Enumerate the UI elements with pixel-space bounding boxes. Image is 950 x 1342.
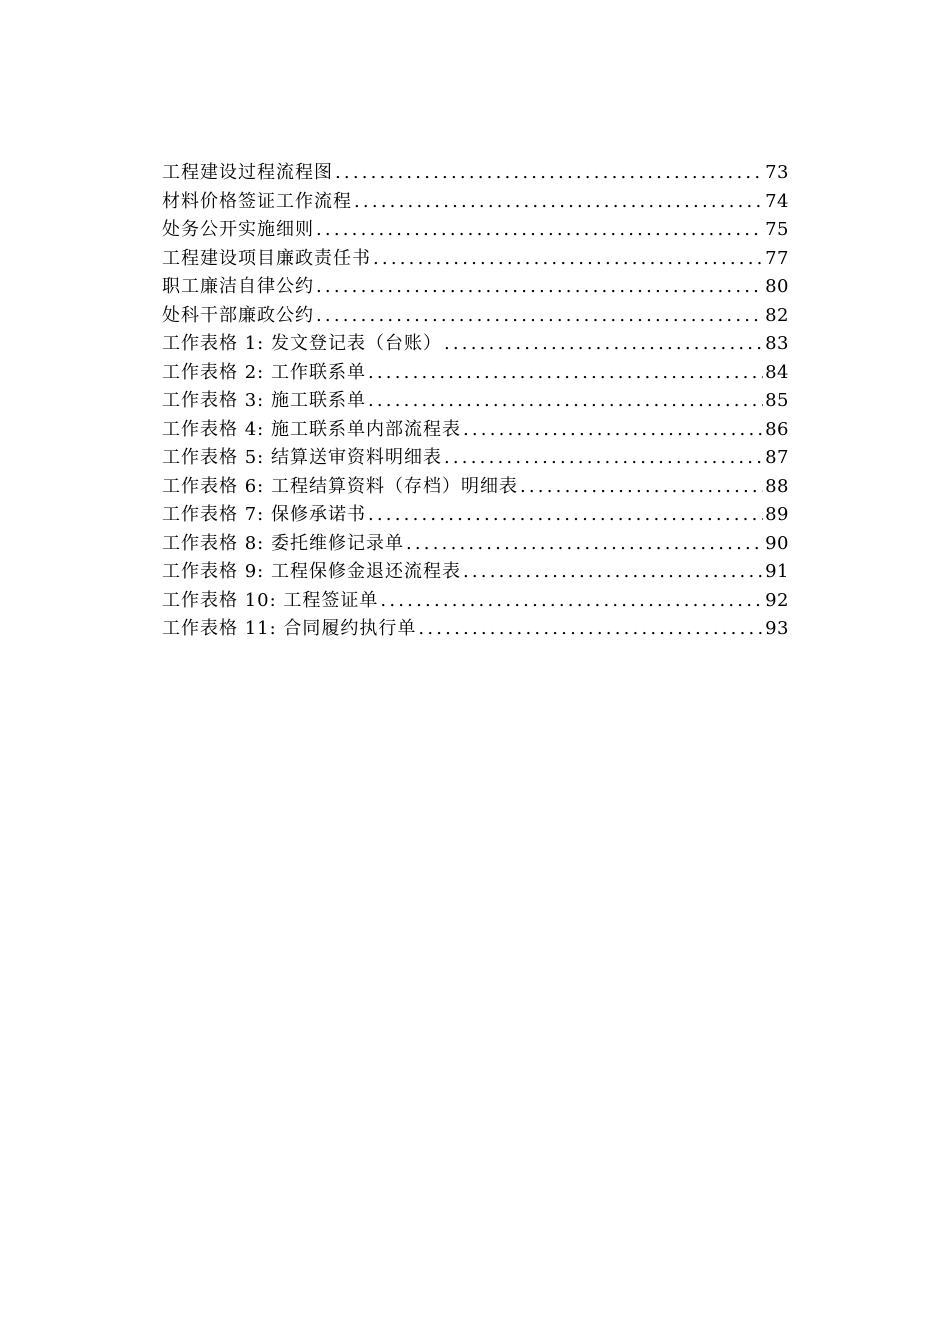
toc-entry[interactable]	[162, 188, 789, 217]
toc-page-number: 92	[765, 589, 789, 611]
toc-entry[interactable]	[162, 216, 789, 245]
toc-entry[interactable]	[162, 587, 789, 616]
toc-page-number: 73	[765, 162, 789, 183]
toc-dot-leader	[380, 587, 763, 616]
toc-page-number: 91	[765, 561, 789, 582]
toc-entry-title: 工作表格 8: 委托维修记录单	[162, 532, 404, 554]
toc-entry[interactable]	[162, 615, 789, 644]
toc-dot-leader	[373, 245, 763, 274]
toc-entry-title: 工作表格 4: 施工联系单内部流程表	[162, 418, 461, 440]
toc-entry[interactable]	[162, 245, 789, 274]
toc-entry[interactable]	[162, 159, 789, 188]
toc-entry[interactable]	[162, 330, 789, 359]
toc-entry-title: 工作表格 11: 合同履约执行单	[162, 618, 417, 639]
toc-dot-leader	[444, 330, 763, 359]
toc-page-number: 75	[765, 219, 789, 240]
toc-entry-title: 职工廉洁自律公约	[162, 276, 314, 297]
toc-entry[interactable]	[162, 359, 789, 388]
toc-entry[interactable]	[162, 501, 789, 530]
toc-entry-title: 工作表格 5: 结算送审资料明细表	[162, 447, 442, 468]
toc-page-number: 88	[765, 475, 789, 497]
toc-page-number: 80	[765, 276, 789, 297]
toc-page-number: 74	[765, 190, 789, 212]
toc-entry-title: 工作表格 7: 保修承诺书	[162, 504, 366, 525]
toc-page-number: 83	[765, 333, 789, 354]
table-of-contents	[162, 159, 789, 644]
toc-dot-leader	[316, 216, 763, 245]
toc-dot-leader	[368, 387, 763, 416]
toc-entry[interactable]	[162, 473, 789, 502]
toc-entry-title: 处务公开实施细则	[162, 219, 314, 240]
toc-entry[interactable]	[162, 530, 789, 559]
toc-dot-leader	[418, 615, 763, 644]
toc-page-number: 90	[765, 532, 789, 554]
toc-entry-title: 工作表格 10: 工程签证单	[162, 589, 379, 611]
toc-page-number: 89	[765, 504, 789, 525]
toc-entry[interactable]	[162, 416, 789, 445]
toc-dot-leader	[444, 444, 763, 473]
toc-dot-leader	[316, 302, 763, 331]
toc-entry[interactable]	[162, 444, 789, 473]
toc-entry-title: 工作表格 2: 工作联系单	[162, 361, 366, 383]
toc-entry[interactable]	[162, 273, 789, 302]
toc-dot-leader	[406, 530, 763, 559]
toc-dot-leader	[520, 473, 763, 502]
toc-entry-title: 工作表格 3: 施工联系单	[162, 390, 366, 411]
toc-entry[interactable]	[162, 558, 789, 587]
toc-dot-leader	[463, 558, 763, 587]
toc-dot-leader	[354, 188, 763, 217]
toc-entry-title: 工作表格 9: 工程保修金退还流程表	[162, 561, 461, 582]
toc-entry[interactable]	[162, 302, 789, 331]
toc-page-number: 87	[765, 447, 789, 468]
toc-dot-leader	[316, 273, 763, 302]
toc-entry-title: 工作表格 6: 工程结算资料（存档）明细表	[162, 475, 518, 497]
toc-dot-leader	[335, 159, 763, 188]
toc-page-number: 85	[765, 390, 789, 411]
toc-dot-leader	[368, 501, 763, 530]
toc-entry-title: 工程建设过程流程图	[162, 162, 333, 183]
toc-page-number: 77	[765, 247, 789, 269]
toc-page-number: 86	[765, 418, 789, 440]
toc-dot-leader	[463, 416, 763, 445]
toc-entry[interactable]	[162, 387, 789, 416]
toc-page-number: 84	[765, 361, 789, 383]
toc-entry-title: 工作表格 1: 发文登记表（台账）	[162, 333, 442, 354]
toc-entry-title: 材料价格签证工作流程	[162, 190, 352, 212]
toc-entry-title: 处科干部廉政公约	[162, 304, 314, 326]
toc-dot-leader	[368, 359, 763, 388]
toc-entry-title: 工程建设项目廉政责任书	[162, 247, 371, 269]
toc-page-number: 82	[765, 304, 789, 326]
toc-page-number: 93	[765, 618, 789, 639]
